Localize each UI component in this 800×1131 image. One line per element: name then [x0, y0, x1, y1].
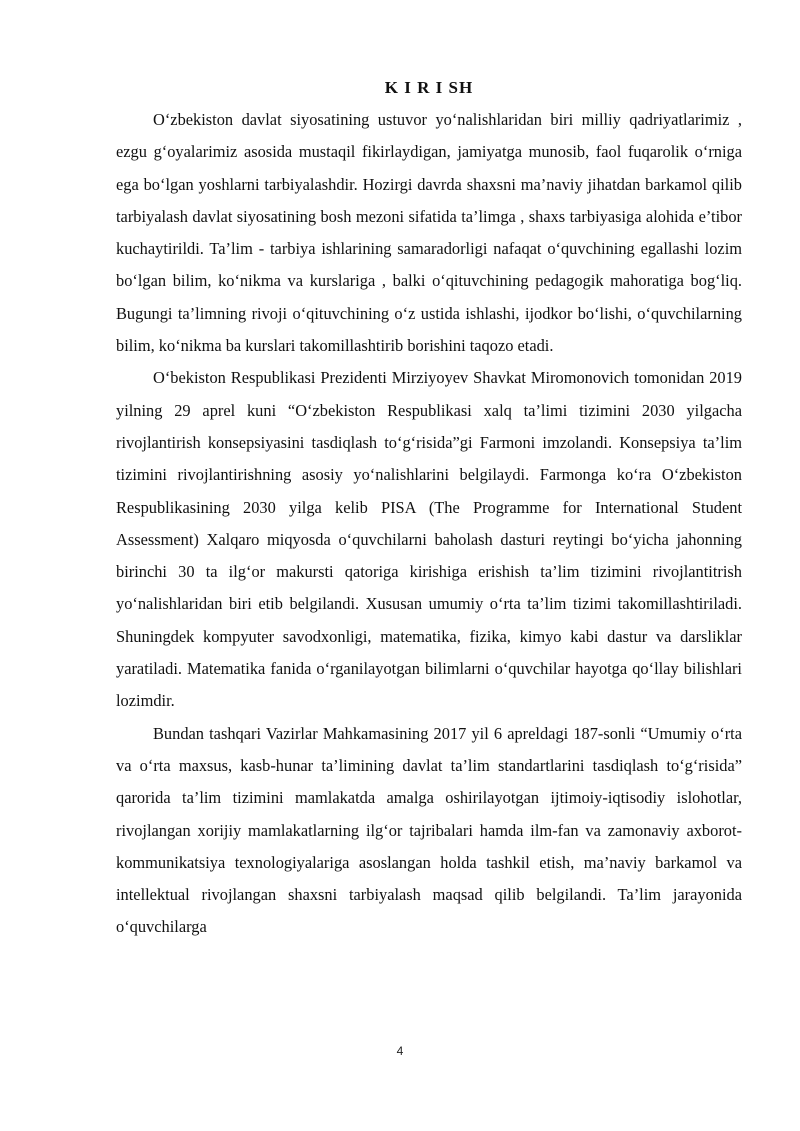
section-title: K I R I SH	[384, 78, 474, 97]
paragraph-3: Bundan tashqari Vazirlar Mahkamasining 2017 yil 6 apreldagi 187-sonli “Umumiy o‘rta va o‘rta maxsus, kasb-hunar ta’limining davlat ta’lim standartlarini tasdiqlash to‘g‘risida” qarorida ta’lim tizimini mamlakatda amalga oshirilayotgan ijtimoiy-iqtisodiy islohotlar, rivojlangan xorijiy mamlakatlarning ilg‘or tajribalari hamda ilm-fan va zamonaviy axborot-kommunikatsiya texnologiyalariga asoslangan holda tashkil etish, ma’naviy barkamol va intellektual rivojlangan shaxsni tarbiyalash maqsad qilib belgilandi. Ta’lim jarayonida o‘quvchilarga	[116, 723, 742, 937]
page-number: 4	[396, 1044, 404, 1058]
document-page	[116, 76, 742, 944]
paragraph-1: O‘zbekiston davlat siyosatining ustuvor yo‘nalishlaridan biri milliy qadriyatlarimiz , ezgu g‘oyalarimiz asosida mustaqil fikirlaydigan, jamiyatga munosib, faol fuqarolik o‘rniga ega bo‘lgan yoshlarni tarbiyalashdir. Hozirgi davrda shaxsni ma’naviy jihatdan barkamol qilib tarbiyalash davlat siyosatining bosh mezoni sifatida ta’limga , shaxs tarbiyasiga alohida e’tibor kuchaytirildi. Ta’lim - tarbiya ishlarining samaradorligi nafaqat o‘quvchining egallashi lozim bo‘lgan bilim, ko‘nikma va kurslariga , balki o‘qituvchining pedagogik mahoratiga bog‘liq. Bugungi ta’limning rivoji o‘qituvchining o‘z ustida ishlashi, ijodkor bo‘lishi, o‘quvchilarning bilim, ko‘nikma ba kurslari takomillashtirib borishini taqozo etadi.	[116, 110, 742, 356]
paragraph-2: O‘bekiston Respublikasi Prezidenti Mirziyoyev Shavkat Miromonovich tomonidan 2019 yilning 29 aprel kuni “O‘zbekiston Respublikasi xalq ta’limi tizimini 2030 yilgacha rivojlantirish konsepsiyasini tasdiqlash to‘g‘risida”gi Farmoni imzolandi. Konsepsiya ta’lim tizimini rivojlantirishning asosiy yo‘nalishlarini belgilaydi. Farmonga ko‘ra O‘zbekiston Respublikasining 2030 yilga kelib PISA (The Programme for International Student Assessment) Xalqaro miqyosda o‘quvchilarni baholash dasturi reytingi bo‘yicha jahonning birinchi 30 ta ilg‘or makursti qatoriga kirishiga erishish ta’lim tizimini rivojlantitrish yo‘nalishlaridan biri etib belgilandi. Xususan umumiy o‘rta ta’lim tizimi takomillashtiriladi. Shuningdek kompyuter savodxonligi, matematika, fizika, kimyo kabi dastur va darsliklar yaratiladi. Matematika fanida o‘rganilayotgan bilimlarni o‘quvchilar hayotga qo‘llay bilishlari lozimdir.	[116, 368, 742, 711]
